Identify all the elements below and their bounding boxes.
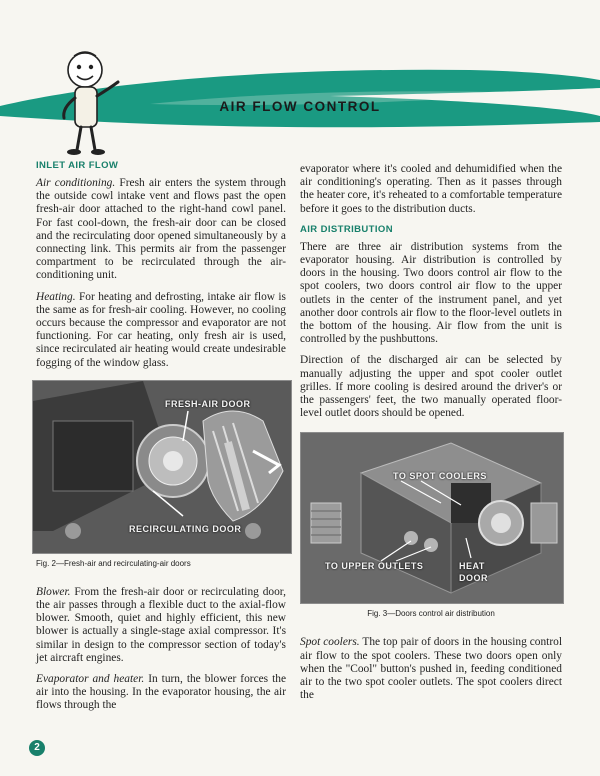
label-door: DOOR — [459, 573, 488, 584]
label-to-upper-outlets: TO UPPER OUTLETS — [325, 561, 424, 572]
figure-3-caption: Fig. 3—Doors control air distribution — [367, 609, 495, 619]
paragraph-spot-coolers: Spot coolers. The top pair of doors in the housing control air flow to the spot coolers. These two doors open only when the "Cool" button's pushed in, feeding conditioned air to the two spot cooler outlets. The spot coolers direct the — [300, 636, 563, 702]
label-to-spot-coolers: TO SPOT COOLERS — [393, 471, 487, 482]
figure-fresh-air-doors — [32, 380, 292, 554]
paragraph-evaporator-heater: Evaporator and heater. In turn, the blower forces the air into the housing. In the evaporator housing, the air flows through the — [36, 673, 286, 712]
section-heading-distribution: AIR DISTRIBUTION — [300, 223, 393, 235]
left-column — [36, 154, 286, 721]
page-title: AIR FLOW CONTROL — [219, 99, 381, 114]
page-number-badge: 2 — [29, 740, 45, 756]
paragraph-blower: Blower. From the fresh-air door or recirculating door, the air passes through a flexible duct to the axial-flow blower. Smooth, quiet and highly efficient, this new blower is actually a single-stage axial compressor. It's similar in design to the compressor section of today's jet aircraft engines. — [36, 585, 286, 664]
label-heat: HEAT — [459, 561, 485, 572]
paragraph-distribution-systems: There are three air distribution systems from the evaporator housing. Air distribution is controlled by doors in the housing. Two doors control air flow to the spot coolers, two doors control air flow to the upper outlets in the center of the instrument panel, and yet another door controls air flow to the floor-level outlets in the bottom of the housing. Air flow from the unit is controlled by the pushbuttons. — [300, 240, 562, 346]
figure-2-caption: Fig. 2—Fresh-air and recirculating-air doors — [36, 558, 191, 568]
right-column — [300, 163, 562, 710]
paragraph-discharged-air: Direction of the discharged air can be selected by manually adjusting the upper and spot cooler outlet grilles. If more cooling is desired around the driver's or the passengers' feet, the two manually operated floor-level outlet doors should be opened. — [300, 354, 562, 420]
label-recirculating-door: RECIRCULATING DOOR — [129, 523, 242, 534]
section-heading-inlet: INLET AIR FLOW — [36, 160, 119, 171]
paragraph-heating: Heating. For heating and defrosting, intake air flow is the same as for fresh-air cooling. However, no cooling occurs because the compressor and evaporator are not functioning. For car heating, only fresh air is used, since recirculated air heating would create undesirable fogging of the window glass. — [36, 290, 286, 369]
paragraph-evaporator-cont: evaporator where it's cooled and dehumidified when the air conditioning's operating. Then as it passes through the heater core, it's reheated to a comfortable temperature before it goes to the distribution ducts. — [300, 163, 562, 215]
paragraph-air-conditioning: Air conditioning. Fresh air enters the system through the outside cowl intake vent and flows past the open fresh-air door attached to the right-hand cowl panel. For fast cool-down, the fresh-air door can be closed and the recirculating door opened simultaneously by a connecting link. This permits air from the passenger compartment to be recirculated through the air-conditioning unit. — [36, 177, 286, 282]
label-fresh-air-door: FRESH-AIR DOOR — [165, 398, 251, 409]
figure-distribution-doors — [300, 432, 564, 604]
housing-illustration — [301, 433, 563, 603]
